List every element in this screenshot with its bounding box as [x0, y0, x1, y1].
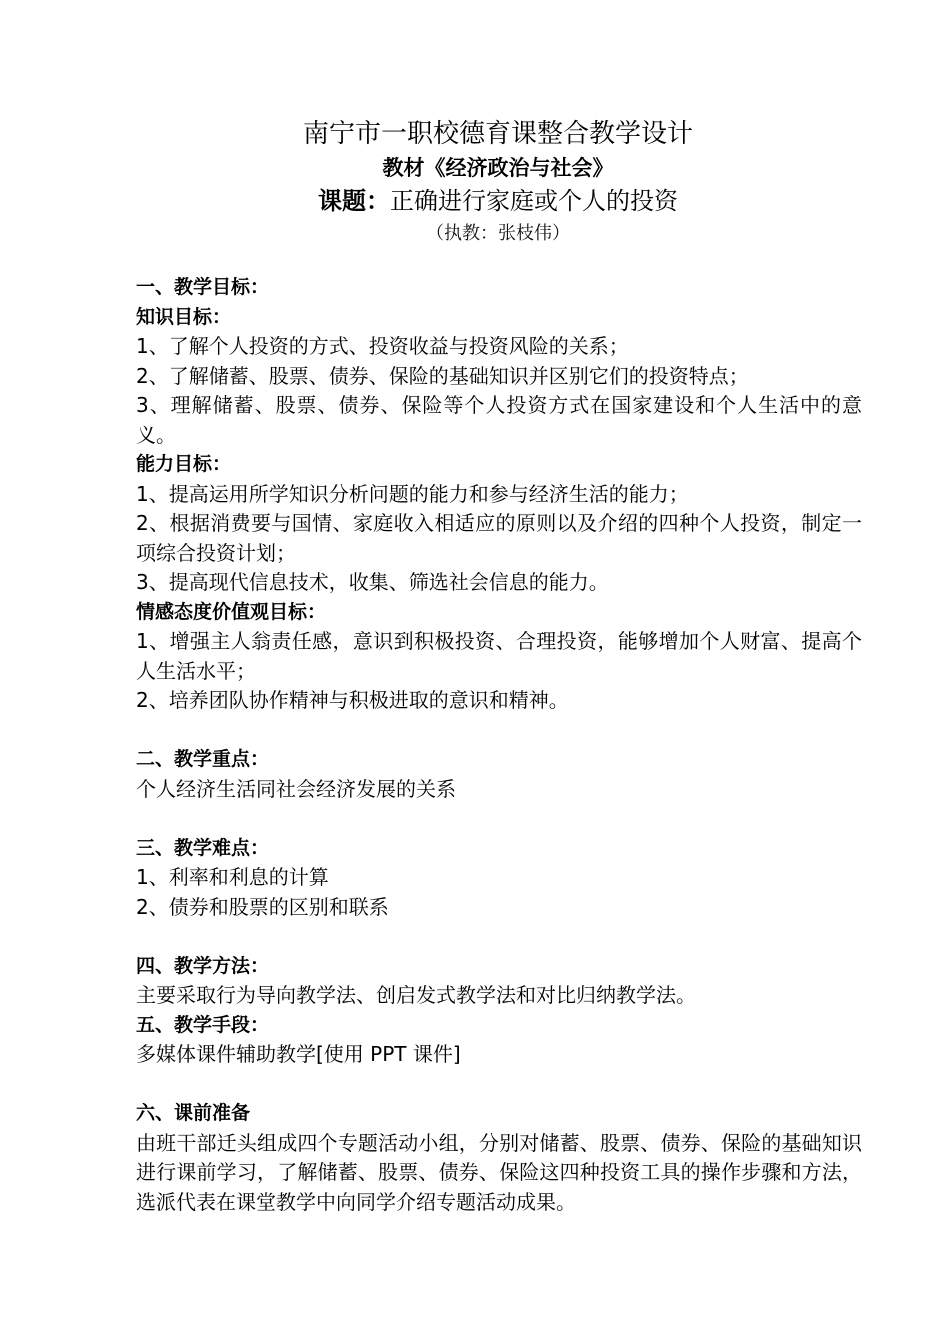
paragraph: 由班干部迁头组成四个专题活动小组，分别对储蓄、股票、债券、保险的基础知识进行课前学习，了解储蓄、股票、债券、保险这四种投资工具的操作步骤和方法，选派代表在课堂教学中向同学介绍专题活动成果。 [136, 1130, 862, 1214]
list-item: 3、理解储蓄、股票、债券、保险等个人投资方式在国家建设和个人生活中的意义。 [136, 393, 862, 447]
list-item: 2、培养团队协作精神与积极进取的意识和精神。 [136, 688, 569, 712]
teacher-line: （执教：张枝伟） [426, 223, 570, 244]
spacer [136, 716, 862, 746]
list-item: 1、了解个人投资的方式、投资收益与投资风险的关系； [136, 334, 629, 358]
textbook-line: 教材《经济政治与社会》 [382, 156, 614, 180]
subheading-ability: 能力目标： [136, 453, 232, 475]
title-block [0, 114, 950, 248]
section-heading-difficulties: 三、教学难点： [136, 836, 270, 859]
topic-text: 正确进行家庭或个人的投资 [390, 187, 678, 215]
topic-prefix: 课题： [318, 187, 390, 215]
paragraph: 多媒体课件辅助教学[使用 PPT 课件] [136, 1042, 461, 1066]
section-heading-preparation: 六、课前准备 [136, 1102, 251, 1124]
paragraph: 主要采取行为导向教学法、创启发式教学法和对比归纳教学法。 [136, 983, 696, 1007]
section-heading-objectives: 一、教学目标： [136, 276, 270, 298]
section-heading-key-points: 二、教学重点： [136, 748, 270, 770]
list-item: 2、了解储蓄、股票、债券、保险的基础知识并区别它们的投资特点； [136, 363, 749, 388]
list-item: 2、债券和股票的区别和联系 [136, 894, 389, 919]
section-heading-methods: 四、教学方法： [136, 954, 270, 977]
spacer [136, 804, 862, 834]
spacer [136, 922, 862, 952]
document-title: 南宁市一职校德育课整合教学设计 [302, 119, 693, 149]
list-item: 2、根据消费要与国情、家庭收入相适应的原则以及介绍的四种个人投资，制定一项综合投资计划； [136, 511, 862, 565]
document-body [136, 273, 862, 1217]
spacer [136, 1070, 862, 1100]
paragraph: 个人经济生活同社会经济发展的关系 [136, 776, 456, 801]
subheading-values: 情感态度价值观目标： [136, 600, 327, 623]
list-item: 3、提高现代信息技术，收集、筛选社会信息的能力。 [136, 570, 609, 594]
list-item: 1、增强主人翁责任感，意识到积极投资、合理投资，能够增加个人财富、提高个人生活水平； [136, 629, 862, 683]
section-heading-means: 五、教学手段： [136, 1013, 270, 1036]
subheading-knowledge: 知识目标： [136, 305, 232, 328]
list-item: 1、利率和利息的计算 [136, 865, 329, 889]
list-item: 1、提高运用所学知识分析问题的能力和参与经济生活的能力； [136, 481, 689, 506]
topic-line [0, 182, 950, 220]
